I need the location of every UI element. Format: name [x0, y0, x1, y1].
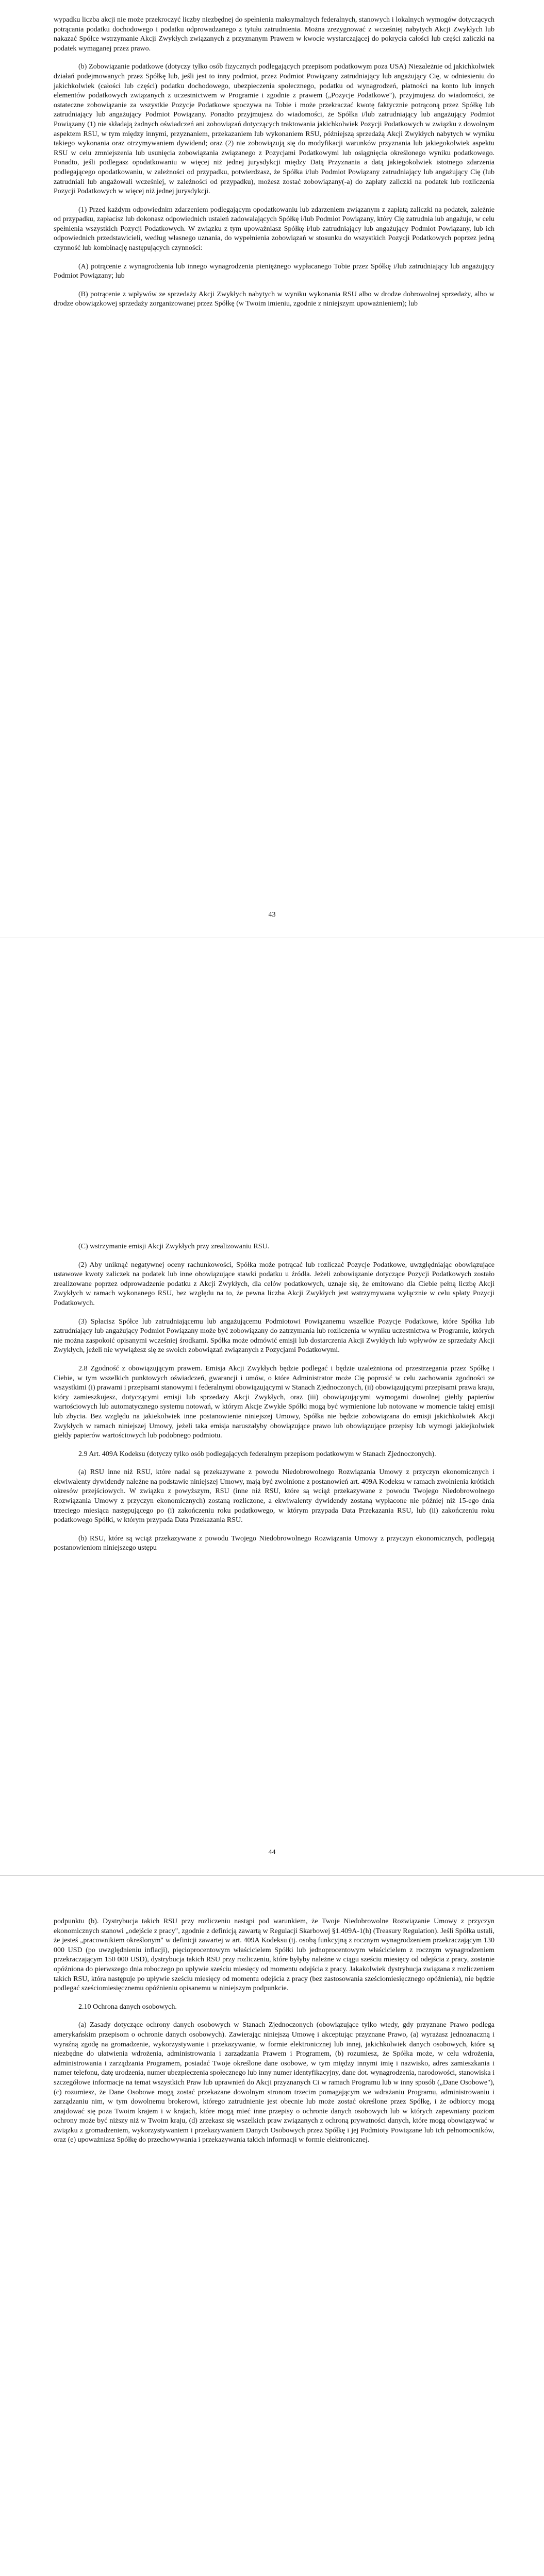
section-2-10a-us-privacy: (a) Zasady dotyczące ochrony danych osobowych w Stanach Zjednoczonych (obowiązujące tylko wtedy, gdy przyznane Prawo podlega amerykańskim przepisom o ochronie danych osobowych). Zawierając niniejszą Umowę i akceptując przyznane Prawo, (a) wyrażasz jednoznaczną i wyraźną zgodę na gromadzenie, wykorzystywanie i przekazywanie, w formie elektronicznej lub innej, jakichkolwiek danych osobowych, które są niezbędne do ułatwienia wdrożenia, administrowania i zarządzania Prawem i Programem, (b) rozumiesz, że Spółka może, w celu wdrożenia, administrowania i zarządzania Programem, posiadać Twoje określone dane osobowe, w tym między innymi imię i nazwisko, adres zamieszkania i numer telefonu, datę urodzenia, numer ubezpieczenia społecznego lub inny numer identyfikacyjny, dane dot. wynagrodzenia, narodowości, stanowiska i szczegółowe informacje na temat wszystkich Praw lub uprawnień do Akcji przyznanych Ci w ramach Programu lub w inny sposób („Dane Osobowe"), (c) rozumiesz, że Dane Osobowe mogą zostać przekazane dowolnym stronom trzecim pomagającym we wdrażaniu Programu, administrowaniu i zarządzaniu nim, w tym dowolnemu brokerowi, którego zatrudnienie jest obecnie lub może zostać określone przez Spółkę, i że odbiorcy mogą znajdować się poza Twoim krajem i w krajach, które mogą mieć inne przepisy o ochronie danych osobowych lub w których zapewniany poziom ochrony może być niższy niż w Twoim kraju, (d) zrzekasz się wszelkich praw związanych z ochroną prywatności danych, które mogą obowiązywać w związku z gromadzeniem, wykorzystywaniem i przekazywaniem Danych Osobowych przez Spółkę i jej Podmioty Powiązane lub ich pełnomocników, oraz (e) upoważniasz Spółkę do przechowywania i przekazywania takich informacji w formie elektronicznej.	[54, 2021, 494, 2144]
section-2-8-compliance: 2.8 Zgodność z obowiązującym prawem. Emisja Akcji Zwykłych będzie podlegać i będzie uzależniona od przestrzegania przez Spółkę i Ciebie, w tym wszelkich punktowych oświadczeń, gwarancji i umów, o które Administrator może Cię poprosić w celu zachowania zgodności ze wszystkimi (i) prawami i przepisami stanowymi i federalnymi obowiązującymi w Stanach Zjednoczonych, (ii) obowiązującymi przepisami prawa kraju, który zamieszkujesz, dotyczącymi emisji lub sprzedaży Akcji Zwykłych, oraz (iii) obowiązującymi wymogami dowolnej giełdy papierów wartościowych lub automatycznego systemu notowań, w którym Akcje Zwykłe Spółki mogą być wymienione lub notowane w momencie takiej emisji lub zbycia. Bez względu na jakiekolwiek inne postanowienie niniejszej Umowy, Spółka nie będzie zobowiązana do emisji jakichkolwiek Akcji Zwykłych w ramach niniejszej Umowy, jeżeli taka emisja naruszałyby obowiązujące prawo lub obowiązujące przepisy lub wymogi jakiejkolwiek giełdy papierów wartościowych lub podobnego podmiotu.	[54, 1364, 494, 1440]
document-page	[0, 0, 544, 938]
paragraph: (a) RSU inne niż RSU, które nadal są przekazywane z powodu Niedobrowolnego Rozwiązania Umowy z przyczyn ekonomicznych i ekwiwalenty dywidendy należne na podstawie niniejszej Umowy, mają być zwolnione z postanowień art. 409A Kodeksu w ramach zwolnienia krótkich okresów przejściowych. W związku z powyższym, RSU (inne niż RSU, które są wciąż przekazywane z powodu Twojego Niedobrowolnego Rozwiązania Umowy z przyczyn ekonomicznych) zostaną rozliczone, a ekwiwalenty dywidendy zostaną wypłacone nie później niż 15-ego dnia trzeciego miesiąca następującego po (i) zakończeniu roku podatkowego, w którym przypada Data Przekazania RSU, lub (ii) zakończeniu roku podatkowego Spółki, w którym przypada Data Przekazania RSU.	[54, 1468, 494, 1524]
page-number: 44	[268, 1849, 276, 1856]
document-page	[0, 938, 544, 1875]
paragraph: podpunktu (b). Dystrybucja takich RSU przy rozliczeniu nastąpi pod warunkiem, że Twoje Niedobrowolne Rozwiązanie Umowy z przyczyn ekonomicznych stanowi „odejście z pracy", zgodnie z definicją zawartą w Regulacji Skarbowej §1.409A-1(h) (Treasury Regulation). Jeśli Spółka ustali, że jesteś „pracownikiem określonym" w definicji zawartej w art. 409A Kodeksu (tj. osobą funkcyjną z rocznym wynagrodzeniem przekraczającym 130 000 USD (po uwzględnieniu inflacji), pięcioprocentowym właścicielem Spółki lub jednoprocentowym właścicielem z rocznym wynagrodzeniem przekraczającym 150 000 USD), dystrybucja takich RSU przy rozliczeniu, które byłyby należne w ciągu sześciu miesięcy od odejścia z pracy, zostanie opóźniona do pierwszego dnia roboczego po upływie sześciu miesięcy od momentu odejścia z pracy. Jakakolwiek dystrybucja związana z rozliczeniem takich RSU, która następuje po upływie sześciu miesięcy od momentu odejścia z pracy (bez zastosowania sześciomiesięcznego opóźnienia), nie będzie podlegać sześciomiesięcznemu opóźnieniu opisanemu w niniejszym podpunkcie.	[54, 1918, 494, 1993]
paragraph: wypadku liczba akcji nie może przekroczyć liczby niezbędnej do spełnienia maksymalnych federalnych, stanowych i lokalnych wymogów dotyczących potrącania podatku dochodowego i podatku odprowadzanego z tytułu zatrudnienia. Można zrezygnować z wcześniej nabytych Akcji Zwykłych lub nakazać Spółce wstrzymanie Akcji Zwykłych związanych z przyznanym Prawem w kwocie wystarczającej do pokrycia całości lub części zaliczki na podatek wymaganej przez prawo.	[54, 16, 494, 53]
paragraph: (2) Aby uniknąć negatywnej oceny rachunkowości, Spółka może potrącać lub rozliczać Pozycje Podatkowe, uwzględniając obowiązujące ustawowe kwoty zaliczek na podatek lub inne obowiązujące stawki podatku u źródła. Jeżeli zobowiązanie dotyczące Pozycji Podatkowych zostało zrealizowane poprzez odprowadzenie podatku z Akcji Zwykłych, dla celów podatkowych, uznaje się, że emitowano dla Ciebie pełną liczbę Akcji Zwykłych w ramach wykonanego RSU, bez względu na to, że pewna liczba Akcji Zwykłych jest wstrzymywana wyłącznie w celu spłaty Pozycji Podatkowych.	[54, 1261, 494, 1307]
page-number: 43	[268, 911, 276, 919]
document-page	[0, 1875, 544, 2576]
paragraph: (b) RSU, które są wciąż przekazywane z powodu Twojego Niedobrowolnego Rozwiązania Umowy z przyczyn ekonomicznych, podlegają postanowieniom niniejszego ustępu	[54, 1534, 494, 1552]
section-2-9-heading: 2.9 Art. 409A Kodeksu (dotyczy tylko osób podlegających federalnym przepisom podatkowym w Stanach Zjednoczonych).	[78, 1450, 436, 1458]
paragraph: (A) potrącenie z wynagrodzenia lub innego wynagrodzenia pieniężnego wypłacanego Tobie przez Spółkę i/lub zatrudniający lub angażujący Podmiot Powiązany; lub	[54, 262, 494, 280]
section-2-7b-tax-liability: (b) Zobowiązanie podatkowe (dotyczy tylko osób fizycznych podlegających przepisom podatkowym poza USA) Niezależnie od jakichkolwiek działań podejmowanych przez Spółkę lub, jeśli jest to inny podmiot, przez Podmiot Powiązany zatrudniający lub angażujący Cię, w odniesieniu do jakichkolwiek (całości lub części) podatku dochodowego, ubezpieczenia społecznego, podatku od wynagrodzeń, płatności na konto lub innych elementów podatkowych związanych z uczestnictwem w Programie i zgodnie z prawem („Pozycje Podatkowe"), przyjmujesz do wiadomości, że ostateczne zobowiązanie za wszystkie Pozycje Podatkowe spoczywa na Tobie i może przekraczać kwotę faktycznie potrąconą przez Spółkę lub zatrudniający lub angażujący Podmiot Powiązany. Ponadto przyjmujesz do wiadomości, że Spółka i/lub zatrudniający lub angażujący Podmiot Powiązany (1) nie składają żadnych oświadczeń ani zobowiązań dotyczących traktowania jakichkolwiek Pozycji Podatkowych w związku z dowolnym aspektem RSU, w tym między innymi, przyznaniem, przekazaniem lub wykonaniem RSU, późniejszą sprzedażą Akcji Zwykłych nabytych w wyniku takiego wykonania oraz otrzymywaniem dywidend; oraz (2) nie zobowiązują się do modyfikacji warunków przyznania lub jakiegokolwiek aspektu RSU w celu zmniejszenia lub usunięcia zobowiązania związanego z Pozycjami Podatkowymi lub osiągnięcia określonego wyniku podatkowego. Ponadto, jeśli podlegasz opodatkowaniu w więcej niż jednej jurysdykcji między Datą Przyznania a datą jakiegokolwiek istotnego zdarzenia podlegającego opodatkowaniu, w zależności od przypadku, potwierdzasz, że Spółka i/lub Podmiot Powiązany zatrudniający lub angażujący Cię (lub zatrudniali lub angażowali wcześniej, w zależności od przypadku), możesz zostać zobowiązany(-a) do zapłaty zaliczki na podatek lub rozliczenia Pozycji Podatkowych w więcej niż jednej jurysdykcji.	[54, 63, 494, 196]
paragraph: (1) Przed każdym odpowiednim zdarzeniem podlegającym opodatkowaniu lub zdarzeniem związanym z zapłatą zaliczki na podatek, zależnie od przypadku, zapłacisz lub dokonasz odpowiednich ustaleń zadowalających Spółkę i/lub Podmiot Powiązany, który Cię zatrudnia lub angażuje, w celu spełnienia wszystkich Pozycji Podatkowych. W związku z tym upoważniasz Spółkę i/lub zatrudniający lub angażujący Podmiot Powiązany, lub ich odpowiednich przedstawicieli, według własnego uznania, do wypełnienia zobowiązań w stosunku do wszystkich Pozycji Podatkowych poprzez jedną czynność lub kombinację następujących czynności:	[54, 206, 494, 252]
paragraph: (C) wstrzymanie emisji Akcji Zwykłych przy zrealizowaniu RSU.	[78, 1243, 270, 1250]
section-2-10-heading: 2.10 Ochrona danych osobowych.	[78, 2003, 177, 2011]
paragraph: (3) Spłacisz Spółce lub zatrudniającemu lub angażującemu Podmiotowi Powiązanemu wszelkie Pozycje Podatkowe, które Spółka lub zatrudniający lub angażujący Podmiot Powiązany może być zobowiązany do zatrzymania lub rozliczenia w wyniku uczestnictwa w Programie, których nie można zaspokoić opisanymi wcześniej środkami. Spółka może odmówić emisji lub dostarczenia Akcji Zwykłych lub wpływów ze sprzedaży Akcji Zwykłych, jeżeli nie wywiążesz się ze swoich zobowiązań związanych z Pozycjami Podatkowymi.	[54, 1317, 494, 1354]
paragraph: (B) potrącenie z wpływów ze sprzedaży Akcji Zwykłych nabytych w wyniku wykonania RSU albo w drodze dobrowolnej sprzedaży, albo w drodze obowiązkowej sprzedaży zorganizowanej przez Spółkę (w Twoim imieniu, zgodnie z niniejszym upoważnieniem); lub	[54, 290, 494, 308]
